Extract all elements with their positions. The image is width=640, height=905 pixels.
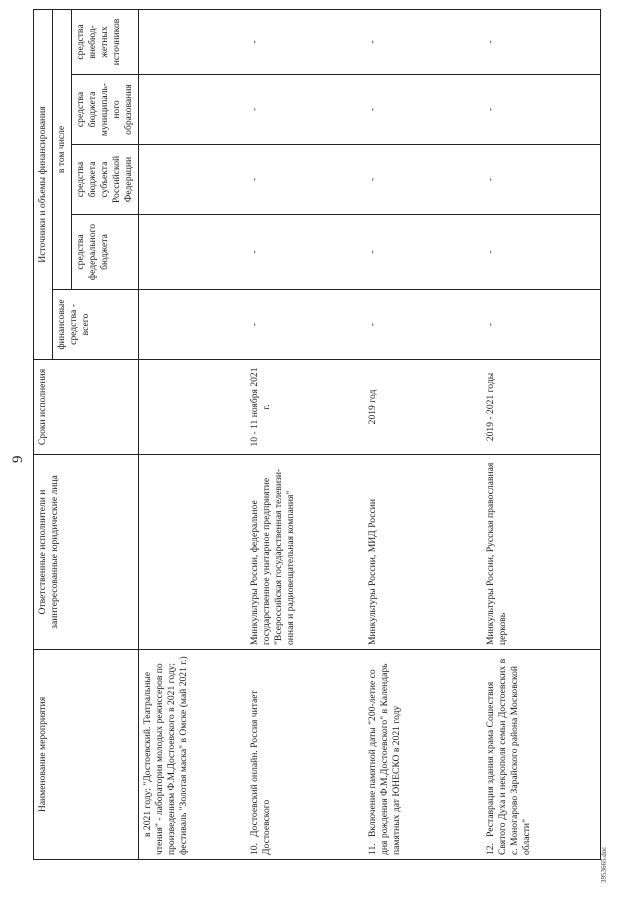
cell-total: - [482, 290, 600, 360]
table-row [138, 9, 246, 859]
page-number: 9 [10, 455, 26, 463]
cell-federal: - [246, 215, 364, 290]
row-name-text: Достоевский онлайн. Россия читает Достоевского [249, 690, 273, 855]
cell-executors [138, 455, 246, 650]
row-number: 11. [367, 843, 379, 855]
row-number: 12. [485, 843, 497, 855]
cell-executors: Минкультуры России, МИД России [364, 455, 482, 650]
cell-name [482, 650, 600, 860]
cell-deadline: 2019 год [364, 360, 482, 455]
table-body [138, 9, 600, 859]
cell-total: - [246, 290, 364, 360]
cell-municipal [138, 75, 246, 145]
row-name-text: Включение памятной даты "200-летие со дня рождения Ф.М.Достоевского" в Календарь памятных дат ЮНЕСКО в 2021 году [367, 663, 403, 855]
cell-name [364, 650, 482, 860]
header-sources: Источники и объемы финансирования [34, 9, 53, 359]
table-row [246, 9, 364, 859]
cell-federal [138, 215, 246, 290]
cell-extra: - [246, 9, 364, 74]
cell-municipal: - [364, 75, 482, 145]
cell-total: - [364, 290, 482, 360]
row-name-text: Реставрация здания храма Сошествия Святого Духа и некрополя семьи Достоевских в с. Моногарово Зарайского района Московской области" [485, 658, 533, 855]
cell-extra [138, 9, 246, 74]
cell-subject: - [246, 145, 364, 215]
cell-extra: - [482, 9, 600, 74]
header-total: финансовые средства - всего [52, 290, 138, 360]
cell-subject [138, 145, 246, 215]
cell-subject: - [482, 145, 600, 215]
financing-table [33, 9, 601, 860]
row-name-text: в 2021 году; "Достоевский. Театральные чтения" - лаборатория молодых режиссеров по произведениям Ф.М.Достоевского в 2021 году; фестиваль "Золотая маска" в Омске (май 2021 г.) [141, 656, 189, 855]
header-extra: средства внебюд-жетных источников [71, 9, 138, 74]
cell-name [246, 650, 364, 860]
header-federal: средства федерального бюджета [71, 215, 138, 290]
header-including: в том числе [52, 9, 71, 289]
cell-name [138, 650, 246, 860]
header-subject: средства бюджета субъекта Российской Федерации [71, 145, 138, 215]
header-row-1 [34, 9, 53, 859]
cell-subject: - [364, 145, 482, 215]
cell-deadline [138, 360, 246, 455]
cell-extra: - [364, 9, 482, 74]
cell-deadline: 2019 - 2021 годы [482, 360, 600, 455]
cell-executors: Минкультуры России, федеральное государственное унитарное предприятие "Всероссийская государственная телевизи-онная и радиовещательная компания" [246, 455, 364, 650]
cell-federal: - [482, 215, 600, 290]
row-number: 10. [249, 843, 261, 855]
cell-total [138, 290, 246, 360]
table-row [364, 9, 482, 859]
header-name: Наименование мероприятия [34, 650, 139, 860]
table-row [482, 9, 600, 859]
header-deadlines: Сроки исполнения [34, 360, 139, 455]
cell-federal: - [364, 215, 482, 290]
cell-executors: Минкультуры России, Русская православная церковь [482, 455, 600, 650]
header-executors: Ответственные исполнители и заинтересованные юридические лица [34, 455, 139, 650]
file-name: 3953665.doc [600, 846, 608, 883]
cell-municipal: - [482, 75, 600, 145]
header-municipal: средства бюджета муниципаль-ного образования [71, 75, 138, 145]
cell-municipal: - [246, 75, 364, 145]
cell-deadline: 10 - 11 ноября 2021 г. [246, 360, 364, 455]
